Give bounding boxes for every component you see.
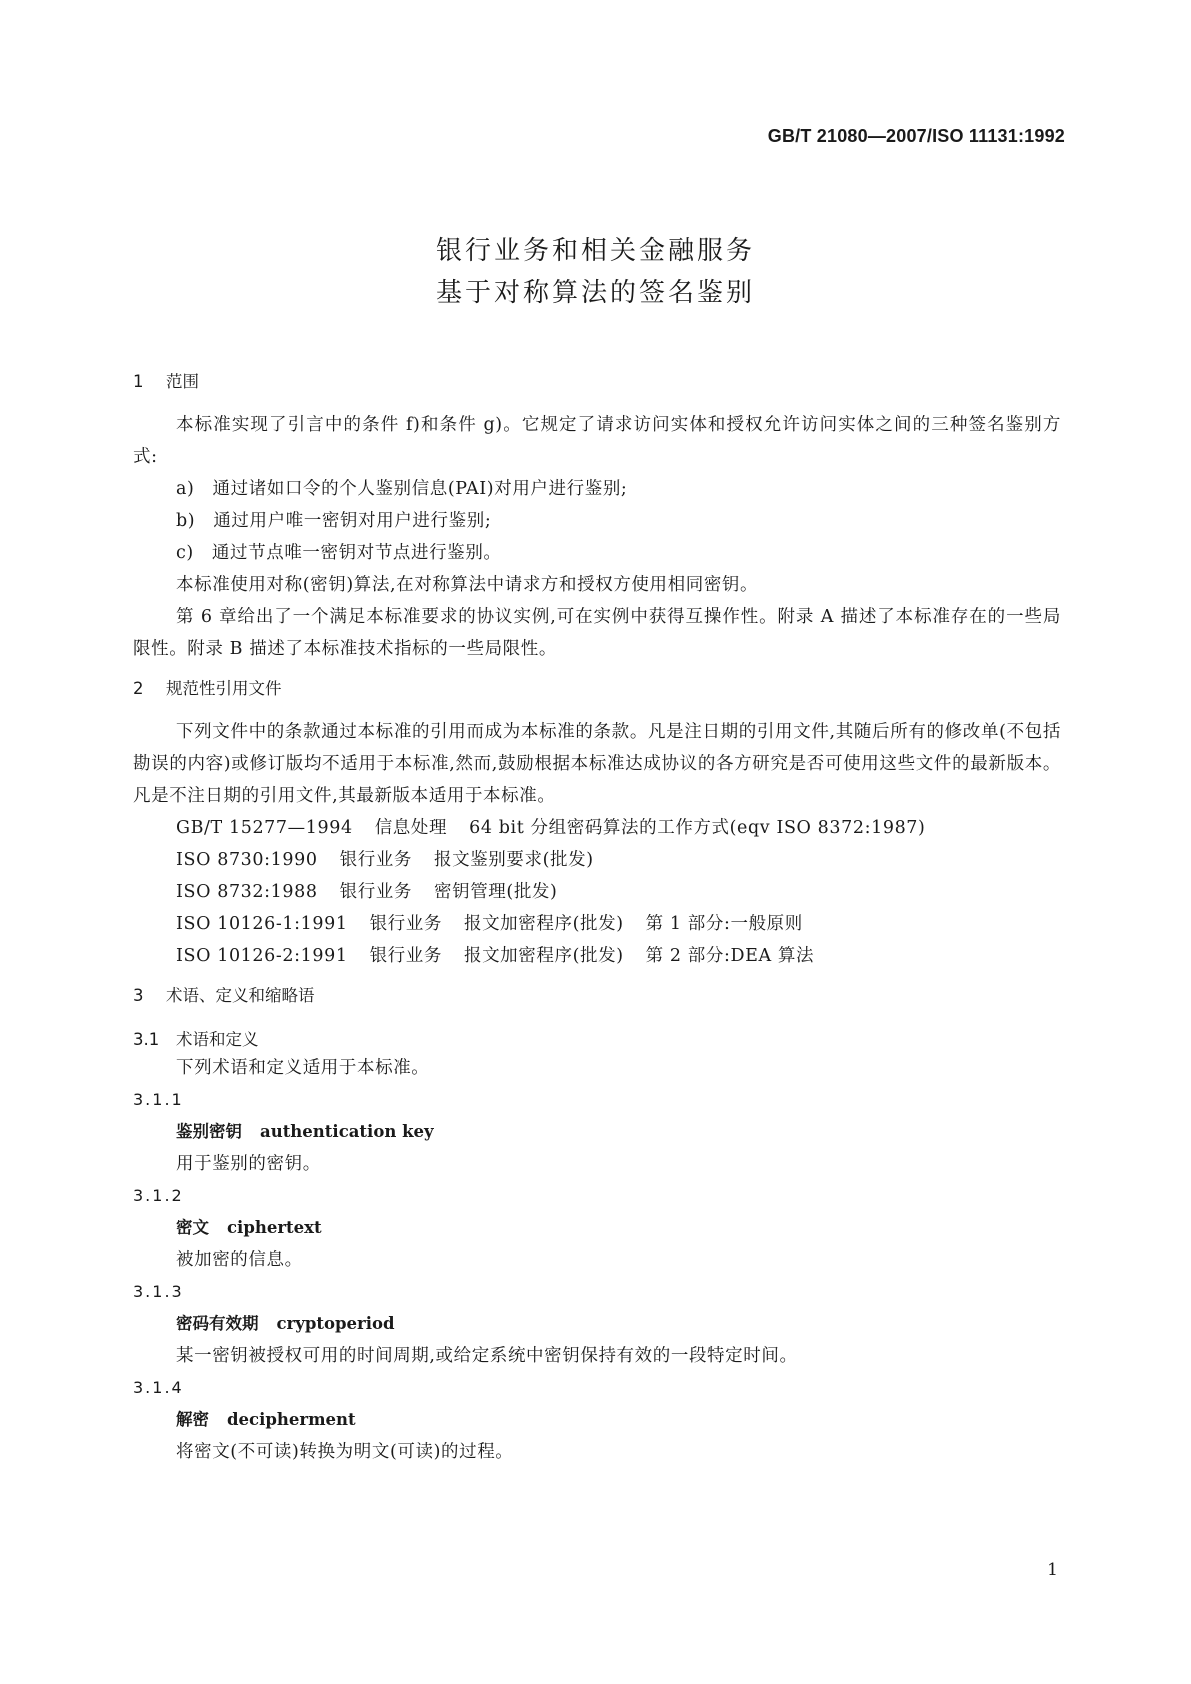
- term-zh: 密文: [176, 1218, 209, 1237]
- list-item: a) 通过诸如口令的个人鉴别信息(PAI)对用户进行鉴别;: [176, 479, 628, 499]
- document-title: [0, 230, 1191, 314]
- reference-part: 第 1 部分:一般原则: [645, 914, 803, 934]
- terms-intro: 下列术语和定义适用于本标准。: [176, 1058, 430, 1078]
- section-heading-scope: [133, 370, 1061, 394]
- scope-paragraph: 本标准使用对称(密钥)算法,在对称算法中请求方和授权方使用相同密钥。: [176, 575, 759, 595]
- subsection-title: 术语和定义: [176, 1030, 259, 1049]
- term-number: 3.1.3: [133, 1282, 184, 1301]
- subsection-number: 3.1: [133, 1030, 160, 1049]
- scope-paragraph: 本标准实现了引言中的条件 f)和条件 g)。它规定了请求访问实体和授权允许访问实体之间的三种签名鉴别方式:: [133, 415, 1061, 467]
- term-title: [133, 1308, 1061, 1340]
- reference-part: 密钥管理(批发): [434, 882, 558, 902]
- term-title: [133, 1116, 1061, 1148]
- section-heading-normative-references: [133, 677, 1061, 701]
- section-number: 2: [133, 679, 144, 698]
- term-en: cryptoperiod: [276, 1314, 395, 1333]
- document-body: [133, 370, 1061, 1468]
- reference-code: ISO 8730:1990: [176, 850, 318, 870]
- reference-item: [133, 812, 1061, 844]
- scope-paragraph: 第 6 章给出了一个满足本标准要求的协议实例,可在实例中获得互操作性。附录 A 描述了本标准存在的一些局限性。附录 B 描述了本标准技术指标的一些局限性。: [133, 607, 1061, 659]
- reference-item: [133, 844, 1061, 876]
- reference-code: ISO 10126-2:1991: [176, 946, 348, 966]
- term-definition: 用于鉴别的密钥。: [176, 1154, 321, 1174]
- term-title: [133, 1404, 1061, 1436]
- reference-part: 银行业务: [369, 946, 442, 966]
- reference-item: [133, 908, 1061, 940]
- term-zh: 解密: [176, 1410, 209, 1429]
- section-title: 范围: [166, 372, 199, 391]
- reference-part: 信息处理: [374, 818, 448, 838]
- reference-item: [133, 876, 1061, 908]
- reference-item: [133, 940, 1061, 972]
- reference-code: GB/T 15277—1994: [176, 818, 353, 838]
- term-en: ciphertext: [227, 1218, 322, 1237]
- title-line-2: 基于对称算法的签名鉴别: [435, 278, 755, 308]
- term-definition: 将密文(不可读)转换为明文(可读)的过程。: [176, 1442, 514, 1462]
- list-item: b) 通过用户唯一密钥对用户进行鉴别;: [176, 511, 492, 531]
- term-number: 3.1.1: [133, 1090, 184, 1109]
- subsection-heading-terms-definitions: [133, 1028, 1061, 1052]
- page-number: 1: [1047, 1560, 1058, 1580]
- term-title: [133, 1212, 1061, 1244]
- reference-code: ISO 8732:1988: [176, 882, 318, 902]
- reference-part: 银行业务: [339, 882, 412, 902]
- reference-part: 报文鉴别要求(批发): [434, 850, 594, 870]
- term-definition: 被加密的信息。: [176, 1250, 303, 1270]
- term-zh: 密码有效期: [176, 1314, 259, 1333]
- section-title: 术语、定义和缩略语: [166, 986, 315, 1005]
- section-number: 1: [133, 372, 144, 391]
- term-number: 3.1.4: [133, 1378, 184, 1397]
- term-zh: 鉴别密钥: [176, 1122, 242, 1141]
- section-title: 规范性引用文件: [166, 679, 282, 698]
- section-heading-terms: [133, 984, 1061, 1008]
- title-line-1: 银行业务和相关金融服务: [435, 236, 755, 266]
- reference-part: 报文加密程序(批发): [463, 946, 624, 966]
- reference-part: 银行业务: [339, 850, 412, 870]
- references-paragraph: 下列文件中的条款通过本标准的引用而成为本标准的条款。凡是注日期的引用文件,其随后所有的修改单(不包括勘误的内容)或修订版均不适用于本标准,然而,鼓励根据本标准达成协议的各方研究是否可使用这些文件的最新版本。凡是不注日期的引用文件,其最新版本适用于本标准。: [133, 722, 1061, 806]
- reference-part: 64 bit 分组密码算法的工作方式(eqv ISO 8372:1987): [469, 818, 926, 838]
- section-number: 3: [133, 986, 144, 1005]
- term-number: 3.1.2: [133, 1186, 184, 1205]
- reference-code: ISO 10126-1:1991: [176, 914, 348, 934]
- term-definition: 某一密钥被授权可用的时间周期,或给定系统中密钥保持有效的一段特定时间。: [176, 1346, 798, 1366]
- list-item: c) 通过节点唯一密钥对节点进行鉴别。: [176, 543, 502, 563]
- standard-code: GB/T 21080—2007/ISO 11131:1992: [767, 126, 1065, 146]
- term-en: decipherment: [227, 1410, 356, 1429]
- reference-part: 报文加密程序(批发): [463, 914, 624, 934]
- reference-part: 第 2 部分:DEA 算法: [645, 946, 815, 966]
- reference-part: 银行业务: [369, 914, 442, 934]
- term-en: authentication key: [260, 1122, 434, 1141]
